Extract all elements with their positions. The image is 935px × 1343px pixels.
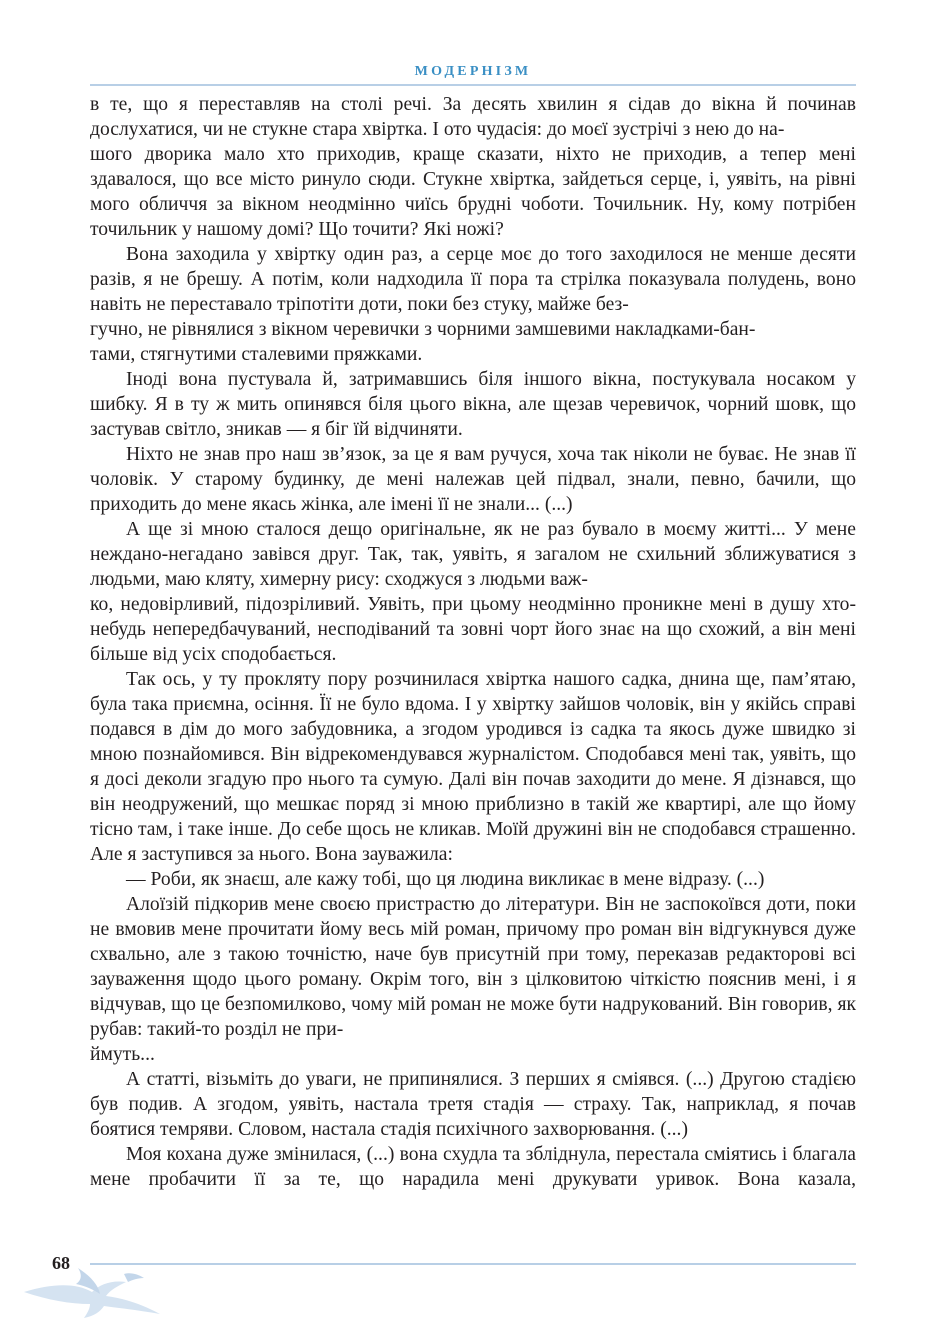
- paragraph: в те, що я переставляв на столі речі. За десять хвилин я сідав до вікна й починав дослухатися, чи не стукне стара хвіртка. І ото чудасія: до моєї зустрічі з нею до на- шого дворика мало хто приходив, краще сказати, ніхто не приходив, а тепер мені здавалося, що все місто ринуло сюди. Стукне хвіртка, зайдеться серце, і, уявіть, на рівні мого обличчя за вікном неодмінно чиїсь брудні чоботи. Точильник. Ну, кому потрібен точильник у нашому домі? Що точити? Які ножі?: [90, 94, 856, 240]
- paragraph: А ще зі мною сталося дещо оригінальне, як не раз бувало в моєму житті... У мене неждано-негадано завівся друг. Так, так, уявіть, я загалом не схильний зближуватися з людьми, маю кляту, химерну рису: сходжуся з людьми важ- ко, недовірливий, підозріливий. Уявіть, при цьому неодмінно проникне мені в душу хто-небудь непередбачуваний, несподіваний та зовні чорт його знає на що схожий, а він мені більше від усіх сподобається.: [90, 519, 856, 665]
- paragraph: Так ось, у ту прокляту пору розчинилася хвіртка нашого садка, днина ще, пам’ятаю, була така приємна, осіння. Її не було вдома. І у хвіртку зайшов чоловік, він у якійсь справі подався в дім до мого забудовника, а згодом уродився із садка та якось дуже швидко зі мною познайомився. Він відрекомендувався журналістом. Сподобався мені так, уявіть, що я досі деколи згадую про нього та сумую. Далі він почав заходити до мене. Я дізнався, що він неодружений, що мешкає поряд зі мною приблизно в такій же квартирі, але що йому тісно там, і таке інше. До себе щось не кликав. Моїй дружині він не сподобався страшенно. Але я заступився за нього. Вона зауважила:: [90, 669, 856, 865]
- paragraph: Моя кохана дуже змінилася, (...) вона схудла та збліднула, перестала сміятись і благала мене пробачити її за те, що нарадила мені друкувати уривок. Вона казала,: [90, 1144, 856, 1190]
- running-header-title: МОДЕРНІЗМ: [414, 64, 532, 79]
- seagull-icon: [20, 1262, 170, 1322]
- text-body: [90, 92, 856, 1192]
- page-number: 68: [52, 1253, 70, 1273]
- paragraph: Ніхто не знав про наш зв’язок, за це я вам ручуся, хоча так ніколи не буває. Не знав її чоловік. У старому будинку, де мені належав цей підвал, знали, певно, бачили, що приходить до мене якась жінка, але імені її не знали... (...): [90, 444, 856, 515]
- footer-divider: [90, 1263, 856, 1265]
- paragraph: А статті, візьміть до уваги, не припинялися. З перших я сміявся. (...) Другою стадією був подив. А згодом, уявіть, настала третя стадія — страху. Так, наприклад, я почав боятися темряви. Словом, настала стадія психічного захворювання. (...): [90, 1069, 856, 1140]
- header-divider: [90, 84, 856, 86]
- paragraph: Вона заходила у хвіртку один раз, а серце моє до того заходилося не менше десяти разів, я не брешу. А потім, коли надходила її пора та стрілка показувала полудень, воно навіть не переставало тріпотіти доти, поки без стуку, майже без- гучно, не рівнялися з вікном черевички з чорними замшевими накладками-бан- тами, стягнутими сталевими пряжками.: [90, 244, 856, 365]
- dialogue-line: — Роби, як знаєш, але кажу тобі, що ця людина викликає в мене відразу. (...): [126, 869, 765, 890]
- paragraph: Алоїзій підкорив мене своєю пристрастю до літератури. Він не заспокоївся доти, поки не вмовив мене прочитати йому весь мій роман, причому про роман він відгукнувся дуже схвально, але з такою точністю, наче був присутній при тому, переказав редакторові всі зауваження щодо цього роману. Окрім того, він з цілковитою чіткістю пояснив мені, і я відчував, що це безпомилково, чому мій роман не може бути надрукований. Він говорив, як рубав: такий-то розділ не при- ймуть...: [90, 894, 856, 1065]
- paragraph: Іноді вона пустувала й, затримавшись біля іншого вікна, постукувала носаком у шибку. Я в ту ж мить опинявся біля цього вікна, але щезав черевичок, чорний шовк, що застував світло, зникав — я біг їй відчиняти.: [90, 369, 856, 440]
